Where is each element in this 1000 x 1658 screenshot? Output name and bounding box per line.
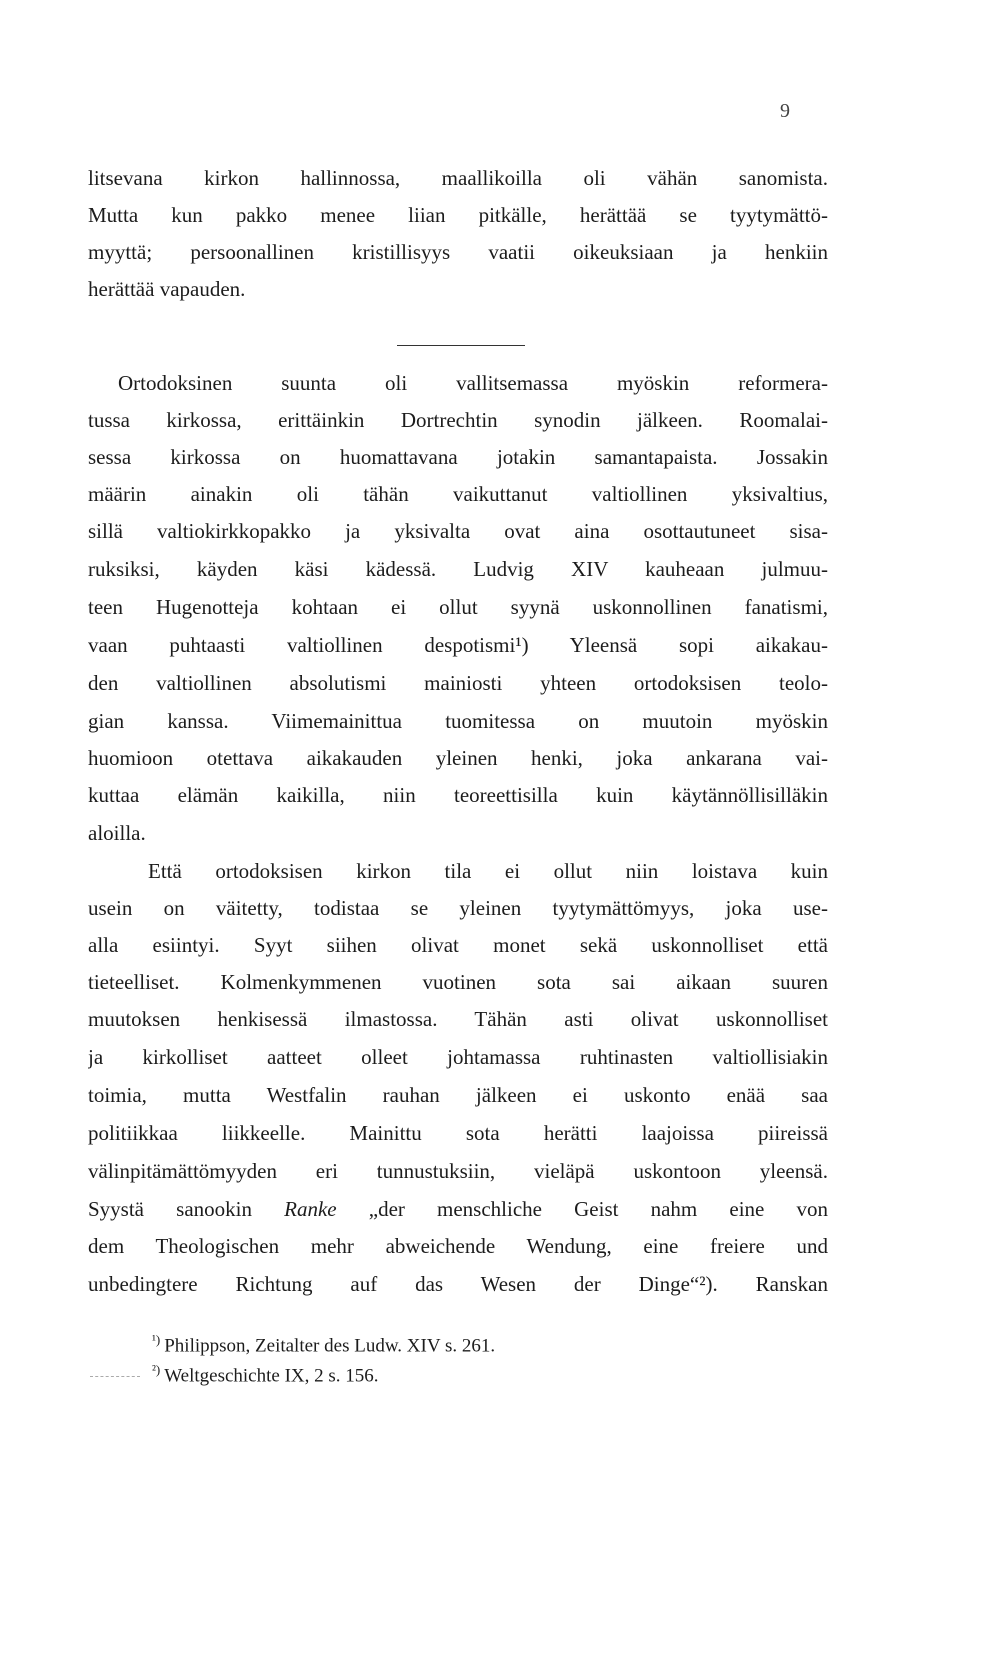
text-line: kuttaa elämän kaikilla, niin teoreettisilla kuin käytännöllisilläkin: [88, 783, 828, 807]
text-line: toimia, mutta Westfalin rauhan jälkeen ei uskonto enää saa: [88, 1083, 828, 1107]
footnote: [152, 1327, 495, 1359]
text-line: Mutta kun pakko menee liian pitkälle, herättää se tyytymättö-: [88, 203, 828, 227]
text-line: litsevana kirkon hallinnossa, maallikoilla oli vähän sanomista.: [88, 166, 828, 190]
text-line: sillä valtiokirkkopakko ja yksivalta ovat aina osottautuneet sisa-: [88, 519, 828, 543]
footnote-text: Philippson, Zeitalter des Ludw. XIV s. 261.: [164, 1335, 496, 1357]
text-line: gian kanssa. Viimemainittua tuomitessa on muutoin myöskin: [88, 709, 828, 733]
text-line: ja kirkolliset aatteet olleet johtamassa ruhtinasten valtiollisiakin: [88, 1045, 828, 1069]
text-line: muutoksen henkisessä ilmastossa. Tähän asti olivat uskonnolliset: [88, 1007, 828, 1031]
footnote-marker: ¹): [152, 1332, 161, 1347]
footnote: [152, 1357, 379, 1389]
text-line: sessa kirkossa on huomattavana jotakin samantapaista. Jossakin: [88, 445, 828, 469]
text-line: alla esiintyi. Syyt siihen olivat monet sekä uskonnolliset että: [88, 933, 828, 957]
text-line: määrin ainakin oli tähän vaikuttanut valtiollinen yksivaltius,: [88, 482, 828, 506]
text-line: ruksiksi, käyden käsi kädessä. Ludvig XIV kauheaan julmuu-: [88, 557, 828, 581]
footnote-marker: ²): [152, 1362, 161, 1377]
page-number: 9: [780, 100, 790, 122]
text-line: teen Hugenotteja kohtaan ei ollut syynä uskonnollinen fanatismi,: [88, 595, 828, 619]
text-line: usein on väitetty, todistaa se yleinen tyytymättömyys, joka use-: [88, 896, 828, 920]
text-segment: „der menschliche Geist nahm eine von: [336, 1197, 828, 1221]
text-line: Ortodoksinen suunta oli vallitsemassa myöskin reformera-: [118, 371, 828, 395]
text-line: aloilla.: [88, 821, 146, 845]
text-line: Että ortodoksisen kirkon tila ei ollut niin loistava kuin: [148, 859, 828, 883]
text-segment: Syystä sanookin: [88, 1197, 285, 1221]
footnote-separator: [90, 1376, 140, 1377]
text-line: politiikkaa liikkeelle. Mainittu sota herätti laajoissa piireissä: [88, 1121, 828, 1145]
text-line: tieteelliset. Kolmenkymmenen vuotinen sota sai aikaan suuren: [88, 970, 828, 994]
text-line: välinpitämättömyyden eri tunnustuksiin, vieläpä uskontoon yleensä.: [88, 1159, 828, 1183]
text-line-with-italic: [88, 1193, 828, 1225]
text-line: herättää vapauden.: [88, 277, 246, 301]
text-line: vaan puhtaasti valtiollinen despotismi¹) Yleensä sopi aikakau-: [88, 633, 828, 657]
text-line: huomioon otettava aikakauden yleinen henki, joka ankarana vai-: [88, 746, 828, 770]
section-divider: [397, 345, 525, 346]
text-line: den valtiollinen absolutismi mainiosti yhteen ortodoksisen teolo-: [88, 671, 828, 695]
text-line: tussa kirkossa, erittäinkin Dortrechtin synodin jälkeen. Roomalai-: [88, 408, 828, 432]
italic-name: Ranke: [284, 1197, 337, 1221]
text-line: unbedingtere Richtung auf das Wesen der Dinge“²). Ranskan: [88, 1272, 828, 1296]
text-line: dem Theologischen mehr abweichende Wendung, eine freiere und: [88, 1234, 828, 1258]
footnote-text: Weltgeschichte IX, 2 s. 156.: [164, 1365, 379, 1387]
text-line: myyttä; persoonallinen kristillisyys vaatii oikeuksiaan ja henkiin: [88, 240, 828, 264]
